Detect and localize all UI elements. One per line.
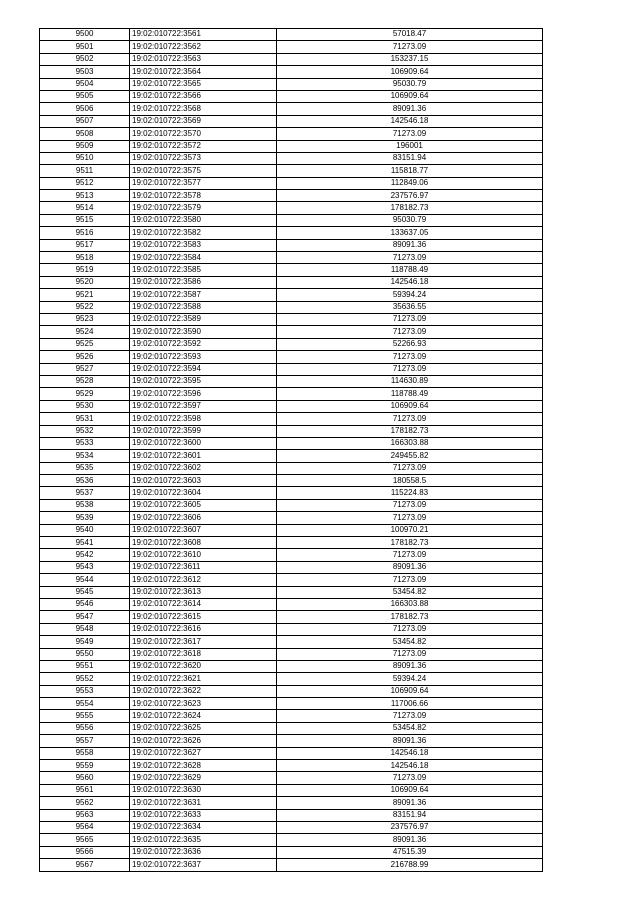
row-number-cell: 9556 [40, 722, 130, 734]
cadastral-number-cell: 19:02:010722:3606 [130, 512, 277, 524]
cadastral-number-cell: 19:02:010722:3625 [130, 722, 277, 734]
cadastral-number-cell: 19:02:010722:3568 [130, 103, 277, 115]
row-number-cell: 9510 [40, 152, 130, 164]
table-row [40, 462, 543, 474]
table-row [40, 475, 543, 487]
row-number-cell: 9561 [40, 784, 130, 796]
cadastral-number-cell: 19:02:010722:3563 [130, 53, 277, 65]
table-row [40, 400, 543, 412]
row-number-cell: 9514 [40, 202, 130, 214]
cadastral-number-cell: 19:02:010722:3636 [130, 846, 277, 858]
amount-cell: 83151.94 [277, 152, 543, 164]
row-number-cell: 9548 [40, 623, 130, 635]
table-row [40, 41, 543, 53]
cadastral-number-cell: 19:02:010722:3623 [130, 698, 277, 710]
table-row [40, 598, 543, 610]
table-row [40, 363, 543, 375]
table-row [40, 660, 543, 672]
amount-cell: 89091.36 [277, 834, 543, 846]
row-number-cell: 9505 [40, 90, 130, 102]
amount-cell: 153237.15 [277, 53, 543, 65]
amount-cell: 142546.18 [277, 115, 543, 127]
table-row [40, 809, 543, 821]
table-row [40, 78, 543, 90]
table-row [40, 338, 543, 350]
cadastral-number-cell: 19:02:010722:3629 [130, 772, 277, 784]
cadastral-number-cell: 19:02:010722:3593 [130, 351, 277, 363]
amount-cell: 115818.77 [277, 165, 543, 177]
row-number-cell: 9541 [40, 537, 130, 549]
row-number-cell: 9543 [40, 561, 130, 573]
amount-cell: 71273.09 [277, 326, 543, 338]
amount-cell: 71273.09 [277, 313, 543, 325]
amount-cell: 71273.09 [277, 623, 543, 635]
table-row [40, 29, 543, 41]
table-row [40, 760, 543, 772]
row-number-cell: 9563 [40, 809, 130, 821]
cadastral-number-cell: 19:02:010722:3602 [130, 462, 277, 474]
cadastral-number-cell: 19:02:010722:3633 [130, 809, 277, 821]
table-row [40, 822, 543, 834]
cadastral-number-cell: 19:02:010722:3598 [130, 413, 277, 425]
amount-cell: 83151.94 [277, 809, 543, 821]
amount-cell: 89091.36 [277, 735, 543, 747]
cadastral-number-cell: 19:02:010722:3603 [130, 475, 277, 487]
row-number-cell: 9567 [40, 859, 130, 871]
amount-cell: 57018.47 [277, 29, 543, 41]
row-number-cell: 9564 [40, 822, 130, 834]
table-row [40, 846, 543, 858]
amount-cell: 100970.21 [277, 524, 543, 536]
amount-cell: 114630.89 [277, 375, 543, 387]
row-number-cell: 9509 [40, 140, 130, 152]
cadastral-number-cell: 19:02:010722:3569 [130, 115, 277, 127]
cadastral-number-cell: 19:02:010722:3595 [130, 375, 277, 387]
row-number-cell: 9520 [40, 276, 130, 288]
row-number-cell: 9557 [40, 735, 130, 747]
row-number-cell: 9550 [40, 648, 130, 660]
table-row [40, 264, 543, 276]
amount-cell: 89091.36 [277, 103, 543, 115]
table-row [40, 673, 543, 685]
amount-cell: 178182.73 [277, 425, 543, 437]
table-row [40, 227, 543, 239]
cadastral-number-cell: 19:02:010722:3570 [130, 128, 277, 140]
amount-cell: 71273.09 [277, 574, 543, 586]
cadastral-number-cell: 19:02:010722:3621 [130, 673, 277, 685]
amount-cell: 47515.39 [277, 846, 543, 858]
amount-cell: 117006.66 [277, 698, 543, 710]
amount-cell: 196001 [277, 140, 543, 152]
amount-cell: 59394.24 [277, 289, 543, 301]
amount-cell: 95030.79 [277, 78, 543, 90]
table-row [40, 276, 543, 288]
cadastral-number-cell: 19:02:010722:3612 [130, 574, 277, 586]
row-number-cell: 9553 [40, 685, 130, 697]
row-number-cell: 9544 [40, 574, 130, 586]
amount-cell: 71273.09 [277, 499, 543, 511]
cadastral-number-cell: 19:02:010722:3579 [130, 202, 277, 214]
amount-cell: 115224.83 [277, 487, 543, 499]
cadastral-number-cell: 19:02:010722:3618 [130, 648, 277, 660]
table-row [40, 437, 543, 449]
table-row [40, 165, 543, 177]
amount-cell: 178182.73 [277, 611, 543, 623]
table-row [40, 623, 543, 635]
row-number-cell: 9554 [40, 698, 130, 710]
row-number-cell: 9527 [40, 363, 130, 375]
table-row [40, 313, 543, 325]
amount-cell: 53454.82 [277, 636, 543, 648]
amount-cell: 106909.64 [277, 784, 543, 796]
row-number-cell: 9549 [40, 636, 130, 648]
amount-cell: 142546.18 [277, 747, 543, 759]
amount-cell: 95030.79 [277, 214, 543, 226]
table-row [40, 636, 543, 648]
cadastral-number-cell: 19:02:010722:3587 [130, 289, 277, 301]
table-row [40, 103, 543, 115]
cadastral-number-cell: 19:02:010722:3588 [130, 301, 277, 313]
cadastral-number-cell: 19:02:010722:3600 [130, 437, 277, 449]
cadastral-number-cell: 19:02:010722:3589 [130, 313, 277, 325]
cadastral-number-cell: 19:02:010722:3620 [130, 660, 277, 672]
table-row [40, 611, 543, 623]
table-row [40, 524, 543, 536]
row-number-cell: 9559 [40, 760, 130, 772]
cadastral-number-cell: 19:02:010722:3613 [130, 586, 277, 598]
cadastral-number-cell: 19:02:010722:3586 [130, 276, 277, 288]
amount-cell: 71273.09 [277, 128, 543, 140]
row-number-cell: 9511 [40, 165, 130, 177]
table-row [40, 561, 543, 573]
cadastral-number-cell: 19:02:010722:3627 [130, 747, 277, 759]
cadastral-number-cell: 19:02:010722:3605 [130, 499, 277, 511]
amount-cell: 249455.82 [277, 450, 543, 462]
cadastral-number-cell: 19:02:010722:3630 [130, 784, 277, 796]
amount-cell: 89091.36 [277, 660, 543, 672]
cadastral-number-cell: 19:02:010722:3628 [130, 760, 277, 772]
amount-cell: 71273.09 [277, 549, 543, 561]
row-number-cell: 9518 [40, 252, 130, 264]
table-row [40, 859, 543, 871]
table-row [40, 425, 543, 437]
row-number-cell: 9529 [40, 388, 130, 400]
amount-cell: 106909.64 [277, 685, 543, 697]
table-row [40, 301, 543, 313]
table-row [40, 685, 543, 697]
row-number-cell: 9506 [40, 103, 130, 115]
amount-cell: 71273.09 [277, 252, 543, 264]
amount-cell: 53454.82 [277, 722, 543, 734]
row-number-cell: 9521 [40, 289, 130, 301]
row-number-cell: 9519 [40, 264, 130, 276]
cadastral-number-cell: 19:02:010722:3610 [130, 549, 277, 561]
amount-cell: 35636.55 [277, 301, 543, 313]
table-row [40, 252, 543, 264]
row-number-cell: 9537 [40, 487, 130, 499]
amount-cell: 89091.36 [277, 797, 543, 809]
cadastral-number-cell: 19:02:010722:3596 [130, 388, 277, 400]
table-row [40, 53, 543, 65]
row-number-cell: 9539 [40, 512, 130, 524]
amount-cell: 178182.73 [277, 202, 543, 214]
amount-cell: 106909.64 [277, 90, 543, 102]
table-row [40, 90, 543, 102]
table-row [40, 487, 543, 499]
table-row [40, 797, 543, 809]
cadastral-number-cell: 19:02:010722:3637 [130, 859, 277, 871]
table-row [40, 289, 543, 301]
table-row [40, 512, 543, 524]
cadastral-number-cell: 19:02:010722:3597 [130, 400, 277, 412]
cadastral-number-cell: 19:02:010722:3582 [130, 227, 277, 239]
row-number-cell: 9504 [40, 78, 130, 90]
row-number-cell: 9533 [40, 437, 130, 449]
table-row [40, 202, 543, 214]
table-body [40, 29, 543, 872]
row-number-cell: 9535 [40, 462, 130, 474]
row-number-cell: 9516 [40, 227, 130, 239]
row-number-cell: 9566 [40, 846, 130, 858]
row-number-cell: 9558 [40, 747, 130, 759]
cadastral-number-cell: 19:02:010722:3583 [130, 239, 277, 251]
cadastral-number-cell: 19:02:010722:3604 [130, 487, 277, 499]
amount-cell: 142546.18 [277, 276, 543, 288]
amount-cell: 166303.88 [277, 437, 543, 449]
table-row [40, 115, 543, 127]
row-number-cell: 9551 [40, 660, 130, 672]
row-number-cell: 9512 [40, 177, 130, 189]
row-number-cell: 9565 [40, 834, 130, 846]
row-number-cell: 9517 [40, 239, 130, 251]
table-row [40, 747, 543, 759]
table-row [40, 834, 543, 846]
table-row [40, 722, 543, 734]
table-row [40, 177, 543, 189]
row-number-cell: 9547 [40, 611, 130, 623]
table-row [40, 140, 543, 152]
amount-cell: 106909.64 [277, 400, 543, 412]
cadastral-number-cell: 19:02:010722:3592 [130, 338, 277, 350]
cadastral-number-cell: 19:02:010722:3580 [130, 214, 277, 226]
cadastral-number-cell: 19:02:010722:3594 [130, 363, 277, 375]
amount-cell: 71273.09 [277, 41, 543, 53]
row-number-cell: 9552 [40, 673, 130, 685]
row-number-cell: 9540 [40, 524, 130, 536]
row-number-cell: 9536 [40, 475, 130, 487]
row-number-cell: 9538 [40, 499, 130, 511]
cadastral-number-cell: 19:02:010722:3601 [130, 450, 277, 462]
amount-cell: 52266.93 [277, 338, 543, 350]
cadastral-number-cell: 19:02:010722:3599 [130, 425, 277, 437]
table-row [40, 698, 543, 710]
row-number-cell: 9502 [40, 53, 130, 65]
table-row [40, 413, 543, 425]
table-row [40, 586, 543, 598]
table-row [40, 648, 543, 660]
cadastral-number-cell: 19:02:010722:3578 [130, 190, 277, 202]
amount-cell: 71273.09 [277, 710, 543, 722]
table-row [40, 499, 543, 511]
row-number-cell: 9513 [40, 190, 130, 202]
cadastral-number-cell: 19:02:010722:3614 [130, 598, 277, 610]
amount-cell: 59394.24 [277, 673, 543, 685]
cadastral-number-cell: 19:02:010722:3615 [130, 611, 277, 623]
table-row [40, 735, 543, 747]
cadastral-number-cell: 19:02:010722:3562 [130, 41, 277, 53]
table-row [40, 710, 543, 722]
table-row [40, 375, 543, 387]
amount-cell: 89091.36 [277, 239, 543, 251]
amount-cell: 71273.09 [277, 772, 543, 784]
cadastral-number-cell: 19:02:010722:3572 [130, 140, 277, 152]
amount-cell: 106909.64 [277, 66, 543, 78]
cadastral-number-cell: 19:02:010722:3573 [130, 152, 277, 164]
cadastral-number-cell: 19:02:010722:3575 [130, 165, 277, 177]
cadastral-number-cell: 19:02:010722:3607 [130, 524, 277, 536]
cadastral-number-cell: 19:02:010722:3585 [130, 264, 277, 276]
cadastral-number-cell: 19:02:010722:3611 [130, 561, 277, 573]
row-number-cell: 9522 [40, 301, 130, 313]
table-row [40, 128, 543, 140]
amount-cell: 216788.99 [277, 859, 543, 871]
amount-cell: 142546.18 [277, 760, 543, 772]
table-row [40, 214, 543, 226]
table-row [40, 574, 543, 586]
cadastral-number-cell: 19:02:010722:3561 [130, 29, 277, 41]
cadastral-number-cell: 19:02:010722:3590 [130, 326, 277, 338]
row-number-cell: 9534 [40, 450, 130, 462]
amount-cell: 89091.36 [277, 561, 543, 573]
table-row [40, 351, 543, 363]
amount-cell: 71273.09 [277, 648, 543, 660]
amount-cell: 71273.09 [277, 413, 543, 425]
table-row [40, 450, 543, 462]
cadastral-number-cell: 19:02:010722:3584 [130, 252, 277, 264]
table-row [40, 152, 543, 164]
row-number-cell: 9501 [40, 41, 130, 53]
amount-cell: 178182.73 [277, 537, 543, 549]
row-number-cell: 9524 [40, 326, 130, 338]
table-row [40, 784, 543, 796]
amount-cell: 237576.97 [277, 822, 543, 834]
row-number-cell: 9562 [40, 797, 130, 809]
cadastral-number-cell: 19:02:010722:3624 [130, 710, 277, 722]
row-number-cell: 9528 [40, 375, 130, 387]
cadastral-number-cell: 19:02:010722:3564 [130, 66, 277, 78]
amount-cell: 53454.82 [277, 586, 543, 598]
row-number-cell: 9560 [40, 772, 130, 784]
amount-cell: 118788.49 [277, 264, 543, 276]
amount-cell: 118788.49 [277, 388, 543, 400]
cadastral-number-cell: 19:02:010722:3617 [130, 636, 277, 648]
row-number-cell: 9525 [40, 338, 130, 350]
row-number-cell: 9508 [40, 128, 130, 140]
row-number-cell: 9530 [40, 400, 130, 412]
cadastral-number-cell: 19:02:010722:3622 [130, 685, 277, 697]
row-number-cell: 9546 [40, 598, 130, 610]
amount-cell: 71273.09 [277, 351, 543, 363]
amount-cell: 237576.97 [277, 190, 543, 202]
row-number-cell: 9555 [40, 710, 130, 722]
table-row [40, 326, 543, 338]
amount-cell: 112849.06 [277, 177, 543, 189]
cadastral-number-cell: 19:02:010722:3631 [130, 797, 277, 809]
amount-cell: 180558.5 [277, 475, 543, 487]
cadastral-number-cell: 19:02:010722:3566 [130, 90, 277, 102]
amount-cell: 71273.09 [277, 363, 543, 375]
row-number-cell: 9542 [40, 549, 130, 561]
amount-cell: 166303.88 [277, 598, 543, 610]
row-number-cell: 9532 [40, 425, 130, 437]
table-row [40, 66, 543, 78]
table-row [40, 772, 543, 784]
row-number-cell: 9503 [40, 66, 130, 78]
cadastral-number-cell: 19:02:010722:3616 [130, 623, 277, 635]
table-row [40, 549, 543, 561]
row-number-cell: 9545 [40, 586, 130, 598]
cadastral-number-cell: 19:02:010722:3565 [130, 78, 277, 90]
amount-cell: 71273.09 [277, 462, 543, 474]
row-number-cell: 9507 [40, 115, 130, 127]
cadastral-number-cell: 19:02:010722:3577 [130, 177, 277, 189]
data-table [39, 28, 543, 872]
table-row [40, 239, 543, 251]
row-number-cell: 9500 [40, 29, 130, 41]
row-number-cell: 9531 [40, 413, 130, 425]
amount-cell: 133637.05 [277, 227, 543, 239]
table-row [40, 190, 543, 202]
cadastral-number-cell: 19:02:010722:3608 [130, 537, 277, 549]
table-row [40, 388, 543, 400]
row-number-cell: 9523 [40, 313, 130, 325]
cadastral-number-cell: 19:02:010722:3634 [130, 822, 277, 834]
amount-cell: 71273.09 [277, 512, 543, 524]
table-row [40, 537, 543, 549]
row-number-cell: 9515 [40, 214, 130, 226]
cadastral-number-cell: 19:02:010722:3626 [130, 735, 277, 747]
row-number-cell: 9526 [40, 351, 130, 363]
cadastral-number-cell: 19:02:010722:3635 [130, 834, 277, 846]
